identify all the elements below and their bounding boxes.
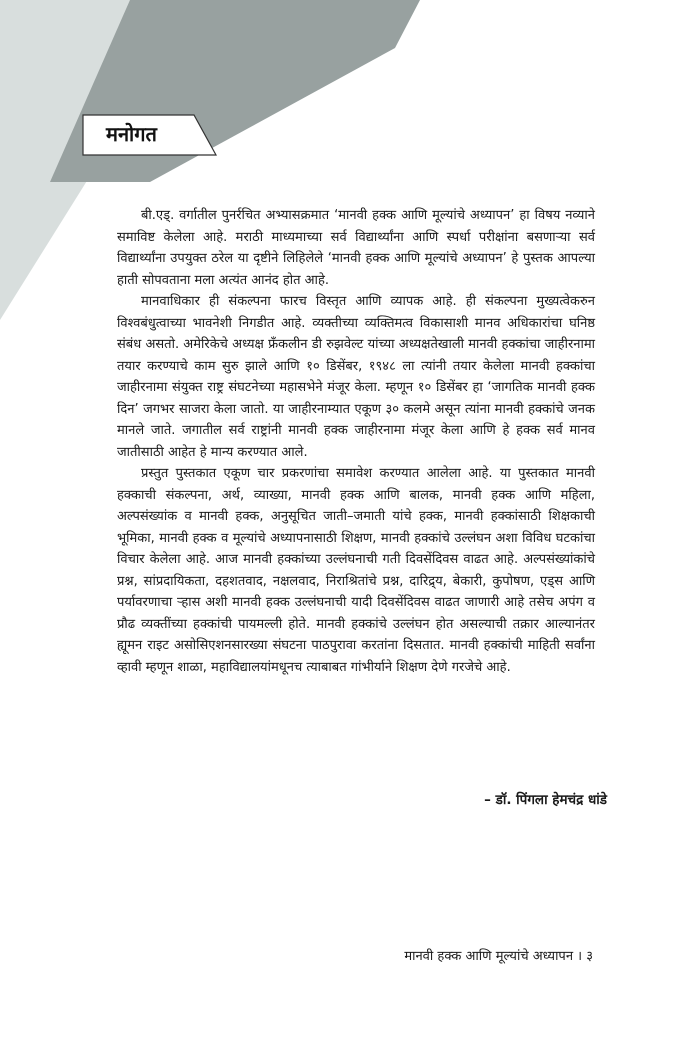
- heading-tab: [82, 114, 218, 156]
- paragraph: बी.एड्. वर्गातील पुनर्रचित अभ्यासक्रमात ‘मानवी हक्क आणि मूल्यांचे अध्यापन’ हा विषय नव्याने समाविष्ट केलेला आहे. मराठी माध्यमाच्या सर्व विद्यार्थ्यांना आणि स्पर्धा परीक्षांना बसणाऱ्या सर्व विद्यार्थ्यांना उपयुक्त ठरेल या दृष्टीने लिहिलेले ‘मानवी हक्क आणि मूल्यांचे अध्यापन’ हे पुस्तक आपल्या हाती सोपवताना मला अत्यंत आनंद होत आहे.: [117, 208, 595, 288]
- page-title: मनोगत: [106, 122, 157, 146]
- preface-body: [117, 205, 595, 678]
- paragraph: प्रस्तुत पुस्तकात एकूण चार प्रकरणांचा समावेश करण्यात आलेला आहे. या पुस्तकात मानवी हक्काची संकल्पना, अर्थ, व्याख्या, मानवी हक्क आणि बालक, मानवी हक्क आणि महिला, अल्पसंख्यांक व मानवी हक्क, अनुसूचित जाती–जमाती यांचे हक्क, मानवी हक्कांसाठी शिक्षकाची भूमिका, मानवी हक्क व मूल्यांचे अध्यापनासाठी शिक्षण, मानवी हक्कांचे उल्लंघन अशा विविध घटकांचा विचार केलेला आहे. आज मानवी हक्कांच्या उल्लंघनाची गती दिवसेंदिवस वाढत आहे. अल्पसंख्यांकांचे प्रश्न, सांप्रदायिकता, दहशतवाद, नक्षलवाद, निराश्रितांचे प्रश्न, दारिद्र्य, बेकारी, कुपोषण, एड्स आणि पर्यावरणाचा ऱ्हास अशी मानवी हक्क उल्लंघनाची यादी दिवसेंदिवस वाढत जाणारी आहे तसेच अपंग व प्रौढ व्यक्तींच्या हक्कांची पायमल्ली होते. मानवी हक्कांचे उल्लंघन होत असल्याची तक्रार आल्यानंतर ह्यूमन राइट असोसिएशनसारख्या संघटना पाठपुरावा करतांना दिसतात. मानवी हक्कांची माहिती सर्वांना व्हावी म्हणून शाळा, महाविद्यालयांमधूनच त्याबाबत गांभीर्याने शिक्षण देणे गरजेचे आहे.: [117, 466, 595, 675]
- paragraph: मानवाधिकार ही संकल्पना फारच विस्तृत आणि व्यापक आहे. ही संकल्पना मुख्यत्वेकरुन विश्वबंधुत्वाच्या भावनेशी निगडीत आहे. व्यक्तीच्या व्यक्तिमत्व विकासाशी मानव अधिकारांचा घनिष्ठ संबंध असतो. अमेरिकेचे अध्यक्ष फ्रँकलीन डी रुझवेल्ट यांच्या अध्यक्षतेखाली मानवी हक्कांचा जाहीरनामा तयार करण्याचे काम सुरु झाले आणि १० डिसेंबर, १९४८ ला त्यांनी तयार केलेला मानवी हक्कांचा जाहीरनामा संयुक्त राष्ट्र संघटनेच्या महासभेने मंजूर केला. म्हणून १० डिसेंबर हा ‘जागतिक मानवी हक्क दिन’ जगभर साजरा केला जातो. या जाहीरनाम्यात एकूण ३० कलमे असून त्यांना मानवी हक्कांचे जनक मानले जाते. जगातील सर्व राष्ट्रांनी मानवी हक्क जाहीरनामा मंजूर केला आणि हे हक्क सर्व मानव जातीसाठी आहेत हे मान्य करण्यात आले.: [117, 294, 595, 460]
- author-signature: – डॉ. पिंगला हेमचंद्र धांडे: [484, 792, 607, 808]
- page-footer: मानवी हक्क आणि मूल्यांचे अध्यापन । ३: [404, 949, 593, 964]
